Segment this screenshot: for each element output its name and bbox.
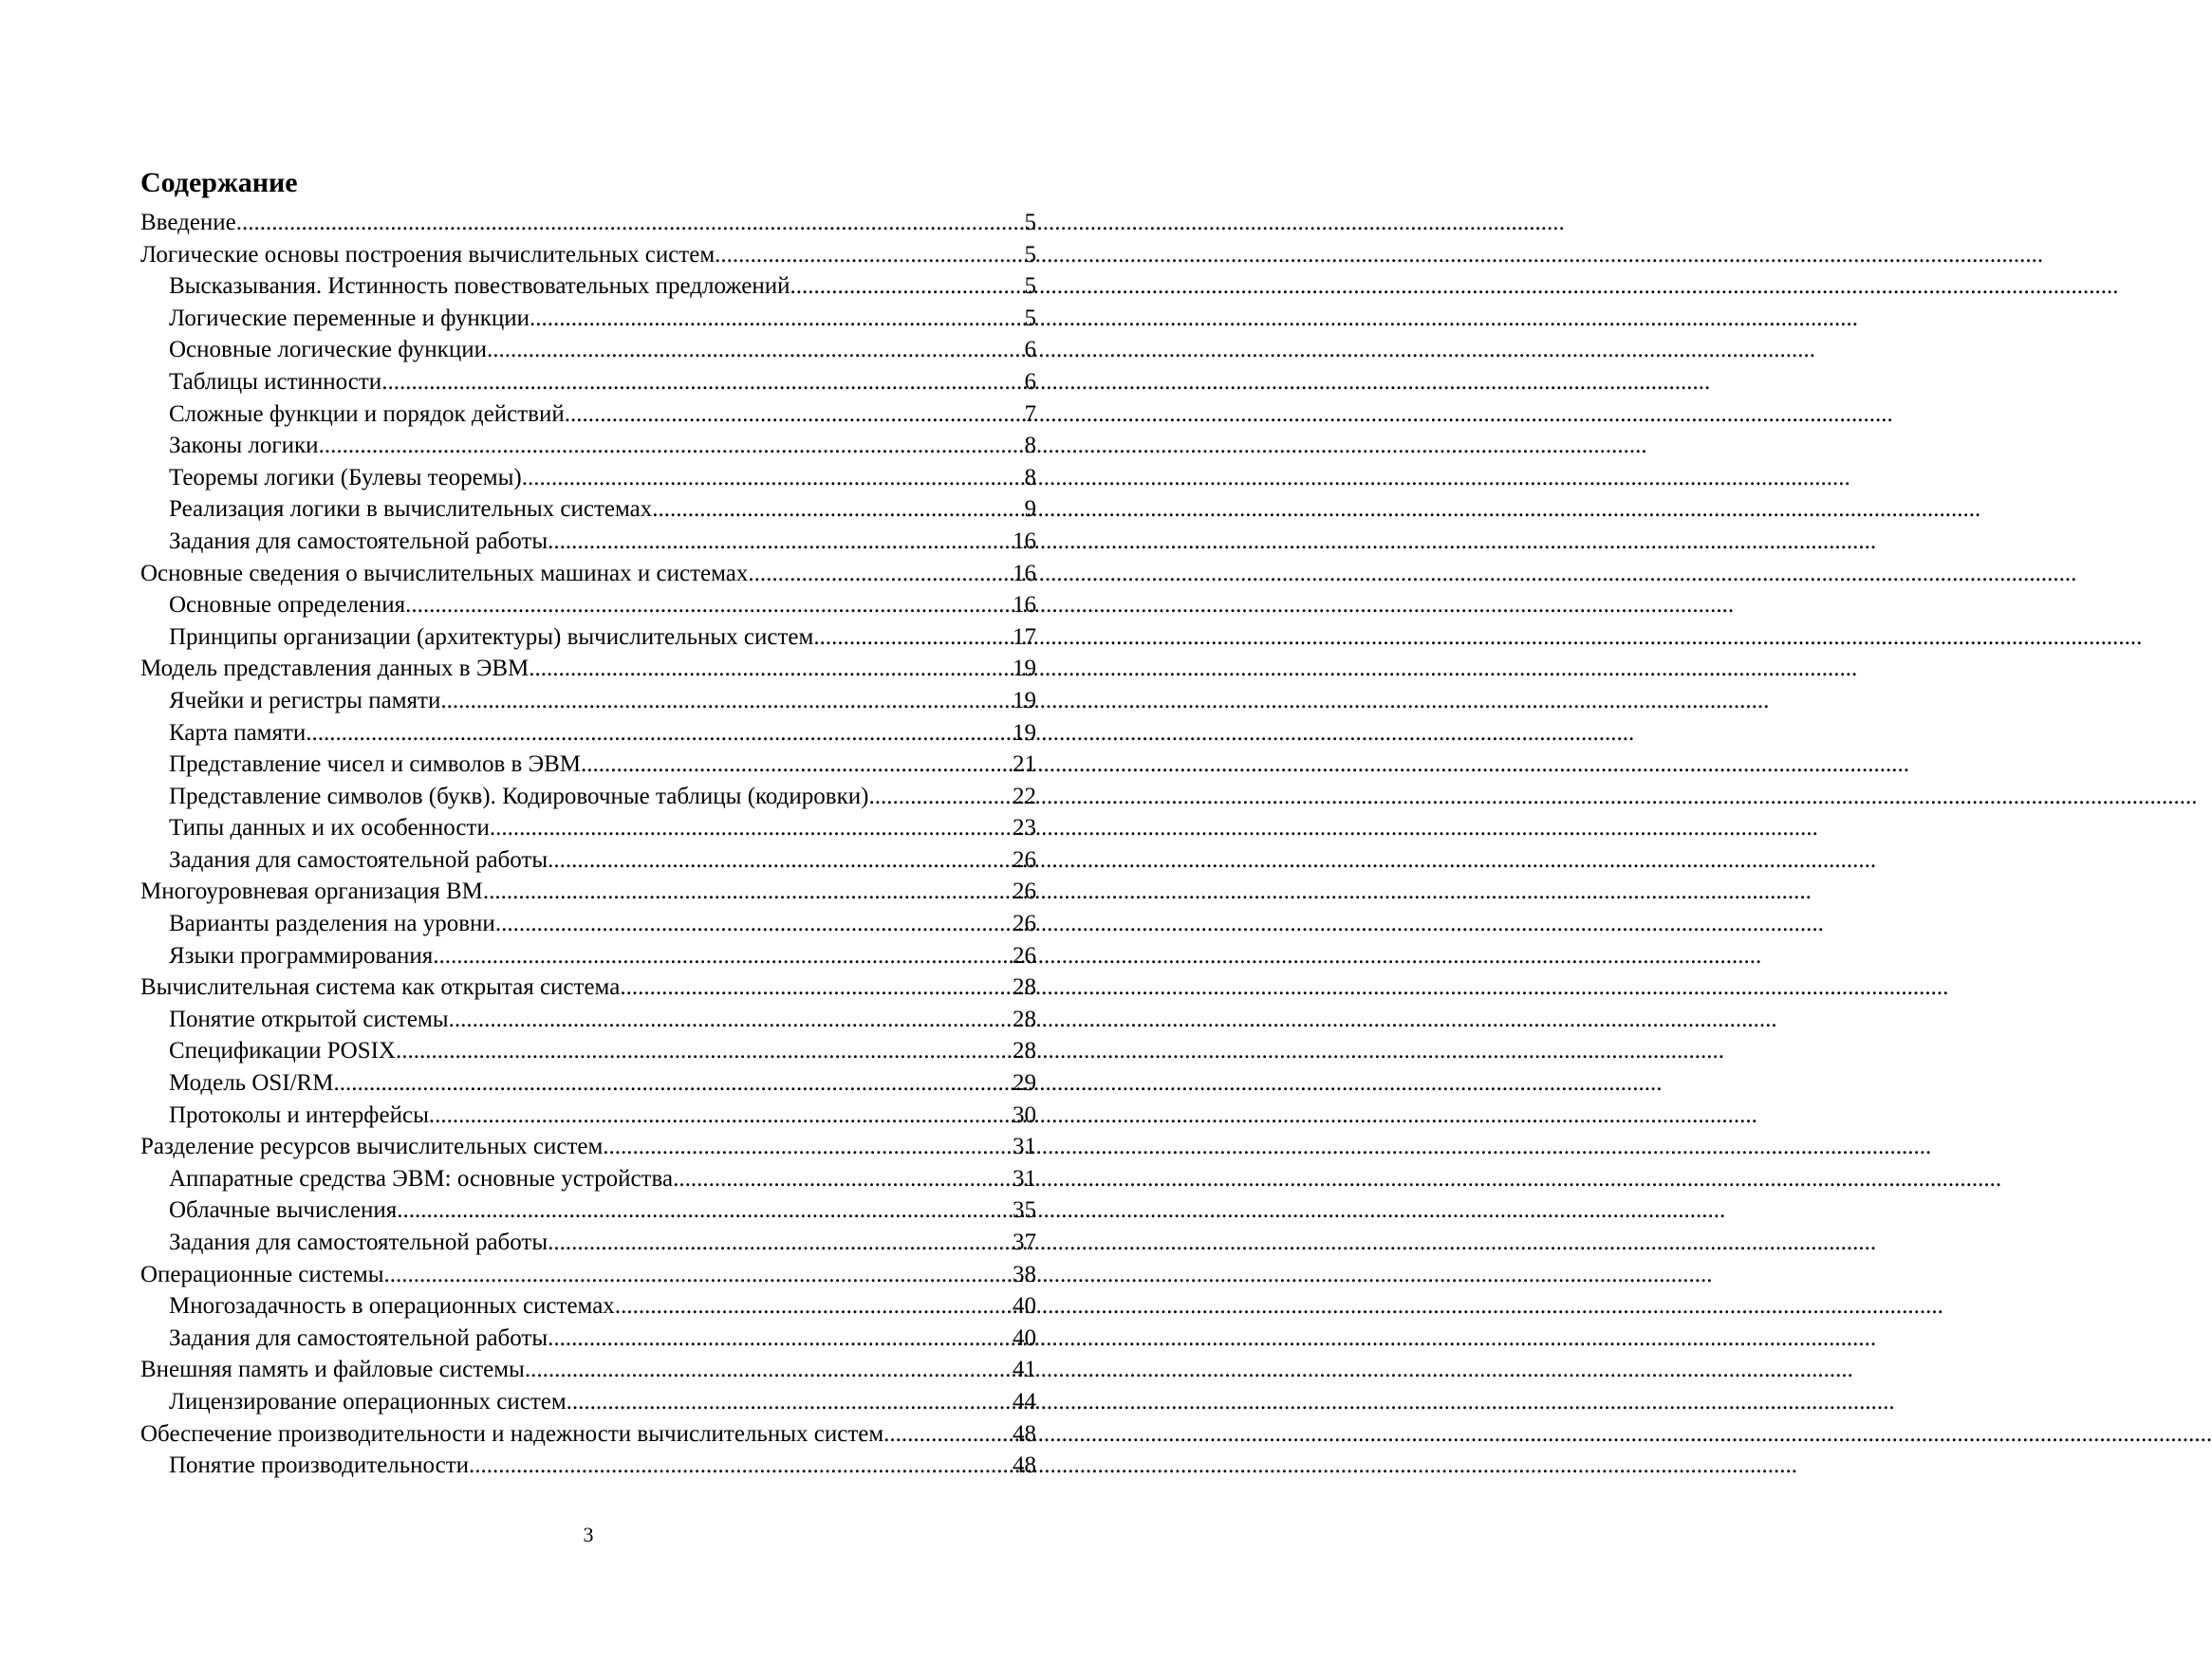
toc-section-entry[interactable] [140,1131,1036,1163]
toc-entry-page: 35 [1013,1197,1036,1224]
toc-entry-page: 28 [1013,1006,1036,1032]
toc-subsection-entry[interactable] [140,1067,1036,1100]
toc-subsection-entry[interactable] [140,430,1036,462]
toc-dot-leader [548,1323,1013,1355]
toc-entry-title: Теоремы логики (Булевы теоремы) [169,464,522,490]
toc-dot-leader [652,493,1024,526]
toc-dot-leader [548,1227,1013,1259]
toc-entry-page: 44 [1013,1388,1036,1415]
toc-entry-title: Аппаратные средства ЭВМ: основные устройства [169,1165,674,1192]
toc-entry-title: Многозадачность в операционных системах [169,1293,615,1320]
toc-entry-title: Задания для самостоятельной работы [169,527,548,554]
toc-entry-page: 5 [1024,241,1036,268]
toc-entry-page: 22 [1013,783,1036,809]
toc-entry-page: 19 [1013,656,1036,682]
toc-entry-page: 16 [1013,560,1036,586]
toc-entry-page: 40 [1013,1293,1036,1320]
toc-entry-title: Модель OSI/RM [169,1070,334,1097]
toc-entry-title: Реализация логики в вычислительных системах [169,496,653,523]
toc-entry-page: 37 [1013,1230,1036,1255]
toc-subsection-entry[interactable] [140,398,1036,431]
toc-entry-title: Задания для самостоятельной работы [169,846,548,873]
toc-entry-title: Облачные вычисления [169,1197,398,1224]
toc-entry-title: Карта памяти [169,719,307,746]
toc-entry-title: Протоколы и интерфейсы [169,1101,429,1128]
toc-entry-title: Вычислительная система как открытая система [140,974,621,1001]
toc-dot-leader [490,812,1013,844]
toc-entry-title: Операционные системы [140,1261,384,1287]
toc-dot-leader [530,303,1025,335]
toc-entry-title: Задания для самостоятельной работы [169,1324,548,1351]
toc-dot-leader [487,334,1025,366]
toc-dot-leader [440,685,1013,717]
toc-dot-leader [319,430,1025,462]
toc-entry-title: Многоуровневая организация ВМ [140,879,483,905]
toc-entry-title: Представление символов (букв). Кодировочные таблицы (кодировки) [169,783,869,809]
toc-entry-title: Законы логики [169,433,319,459]
toc-subsection-entry[interactable] [140,1163,1036,1195]
toc-entry-page: 26 [1013,846,1036,873]
toc-entry-title: Понятие открытой системы [169,1006,449,1032]
toc-entry-title: Принципы организации (архитектуры) вычислительных систем [169,623,814,650]
toc-entry-page: 5 [1024,273,1036,300]
toc-entry-title: Представление чисел и символов в ЭВМ [169,751,582,778]
toc-dot-leader [433,940,1013,972]
toc-dot-leader [567,1386,1013,1418]
toc-entry-page: 5 [1024,210,1036,235]
toc-dot-leader [483,876,1013,908]
toc-entry-page: 30 [1013,1101,1036,1128]
toc-dot-leader [396,1035,1013,1067]
toc-subsection-entry[interactable] [140,812,1036,844]
toc-section-entry[interactable] [140,239,1036,271]
toc-dot-leader [306,717,1013,749]
toc-dot-leader [581,749,1013,781]
toc-subsection-entry[interactable] [140,1386,1036,1418]
toc-dot-leader [333,1067,1013,1100]
toc-subsection-entry[interactable] [140,493,1036,526]
toc-entry-title: Задания для самостоятельной работы [169,1230,548,1255]
toc-dot-leader [615,1290,1013,1323]
toc-entry-page: 19 [1013,719,1036,746]
toc-subsection-entry[interactable] [140,717,1036,749]
toc-entry-page: 21 [1013,751,1036,778]
toc-subsection-entry[interactable] [140,1450,1036,1482]
toc-entry-title: Таблицы истинности [169,368,382,395]
toc-entry-page: 28 [1013,974,1036,1001]
toc-subsection-entry[interactable] [140,844,1036,877]
toc-entry-page: 6 [1024,368,1036,395]
toc-dot-leader [429,1100,1013,1132]
toc-subsection-entry[interactable] [140,1035,1036,1067]
toc-dot-leader [883,1418,1013,1451]
toc-subsection-entry[interactable] [140,1100,1036,1132]
toc-title: Содержание [140,167,298,198]
toc-dot-leader [405,589,1013,621]
toc-dot-leader [548,844,1013,877]
toc-entry-title: Введение [140,210,236,235]
toc-subsection-entry[interactable] [140,908,1036,940]
toc-entry-page: 8 [1024,433,1036,459]
toc-entry-page: 9 [1024,496,1036,523]
toc-dot-leader [236,207,1025,239]
toc-entry-title: Понятие производительности [169,1452,470,1479]
toc-entry-page: 31 [1013,1165,1036,1192]
toc-entry-page: 41 [1013,1357,1036,1383]
toc-dot-leader [495,908,1013,940]
toc-subsection-entry[interactable] [140,940,1036,972]
toc-entry-title: Разделение ресурсов вычислительных систем [140,1134,604,1160]
toc-subsection-entry[interactable] [140,270,1036,303]
toc-dot-leader [868,781,1013,813]
toc-dot-leader [397,1194,1013,1227]
toc-subsection-entry[interactable] [140,1194,1036,1227]
toc-entry-page: 17 [1013,623,1036,650]
toc-dot-leader [449,1004,1013,1036]
toc-dot-leader [381,366,1024,398]
toc-entry-title: Основные логические функции [169,337,487,363]
toc-dot-leader [620,971,1013,1004]
toc-dot-leader [529,653,1013,685]
toc-entry-page: 7 [1024,400,1036,427]
toc-subsection-entry[interactable] [140,589,1036,621]
toc-entry-page: 16 [1013,592,1036,619]
toc-dot-leader [565,398,1025,431]
toc-dot-leader [384,1259,1013,1291]
toc-entry-page: 48 [1013,1420,1036,1447]
toc-dot-leader [522,462,1025,494]
toc-entry-page: 26 [1013,911,1036,937]
toc-dot-leader [548,526,1013,558]
toc-entry-page: 48 [1013,1452,1036,1479]
toc-section-entry[interactable] [140,1259,1036,1291]
toc-dot-leader [469,1450,1013,1482]
toc-entry-page: 38 [1013,1261,1036,1287]
toc-subsection-entry[interactable] [140,1290,1036,1323]
toc-entry-title: Ячейки и регистры памяти [169,687,441,713]
toc-subsection-entry[interactable] [140,366,1036,398]
table-of-contents [140,207,1036,1482]
toc-subsection-entry[interactable] [140,749,1036,781]
toc-section-entry[interactable] [140,1418,1036,1451]
toc-entry-page: 29 [1013,1070,1036,1097]
toc-subsection-entry[interactable] [140,462,1036,494]
toc-entry-page: 6 [1024,337,1036,363]
toc-entry-title: Спецификации POSIX [169,1038,396,1064]
toc-entry-page: 5 [1024,305,1036,331]
toc-entry-title: Языки программирования [169,942,434,969]
toc-dot-leader [790,270,1025,303]
toc-section-entry[interactable] [140,1354,1036,1386]
toc-section-entry[interactable] [140,653,1036,685]
toc-subsection-entry[interactable] [140,1227,1036,1259]
toc-dot-leader [715,239,1024,271]
toc-entry-title: Типы данных и их особенности [169,815,490,842]
toc-entry-title: Лицензирование операционных систем [169,1388,567,1415]
toc-subsection-entry[interactable] [140,685,1036,717]
toc-section-entry[interactable] [140,876,1036,908]
toc-subsection-entry[interactable] [140,621,1036,654]
toc-entry-page: 23 [1013,815,1036,842]
toc-entry-title: Основные определения [169,592,406,619]
toc-entry-page: 16 [1013,527,1036,554]
toc-entry-title: Сложные функции и порядок действий [169,400,565,427]
toc-entry-title: Логические основы построения вычислительных систем [140,241,716,268]
toc-subsection-entry[interactable] [140,1323,1036,1355]
toc-entry-title: Внешняя память и файловые системы [140,1357,525,1383]
toc-dot-leader [813,621,1013,654]
toc-entry-page: 19 [1013,687,1036,713]
toc-dot-leader [525,1354,1013,1386]
toc-section-entry[interactable] [140,971,1036,1004]
toc-entry-page: 8 [1024,464,1036,490]
toc-subsection-entry[interactable] [140,781,1036,813]
toc-entry-title: Варианты разделения на уровни [169,911,495,937]
toc-entry-title: Модель представления данных в ЭВМ [140,656,530,682]
page-number: 3 [583,1523,594,1546]
toc-dot-leader [673,1163,1013,1195]
toc-subsection-entry[interactable] [140,526,1036,558]
toc-dot-leader [603,1131,1013,1163]
toc-section-entry[interactable] [140,207,1036,239]
toc-entry-title: Высказывания. Истинность повествовательных предложений [169,273,790,300]
toc-entry-page: 40 [1013,1324,1036,1351]
toc-dot-leader [748,558,1013,590]
toc-entry-page: 28 [1013,1038,1036,1064]
toc-entry-title: Обеспечение производительности и надежности вычислительных систем [140,1420,884,1447]
toc-entry-page: 26 [1013,879,1036,905]
toc-subsection-entry[interactable] [140,334,1036,366]
toc-entry-page: 26 [1013,942,1036,969]
toc-entry-page: 31 [1013,1134,1036,1160]
toc-entry-title: Логические переменные и функции [169,305,530,331]
toc-section-entry[interactable] [140,558,1036,590]
toc-entry-title: Основные сведения о вычислительных машинах и системах [140,560,749,586]
toc-subsection-entry[interactable] [140,1004,1036,1036]
toc-subsection-entry[interactable] [140,303,1036,335]
